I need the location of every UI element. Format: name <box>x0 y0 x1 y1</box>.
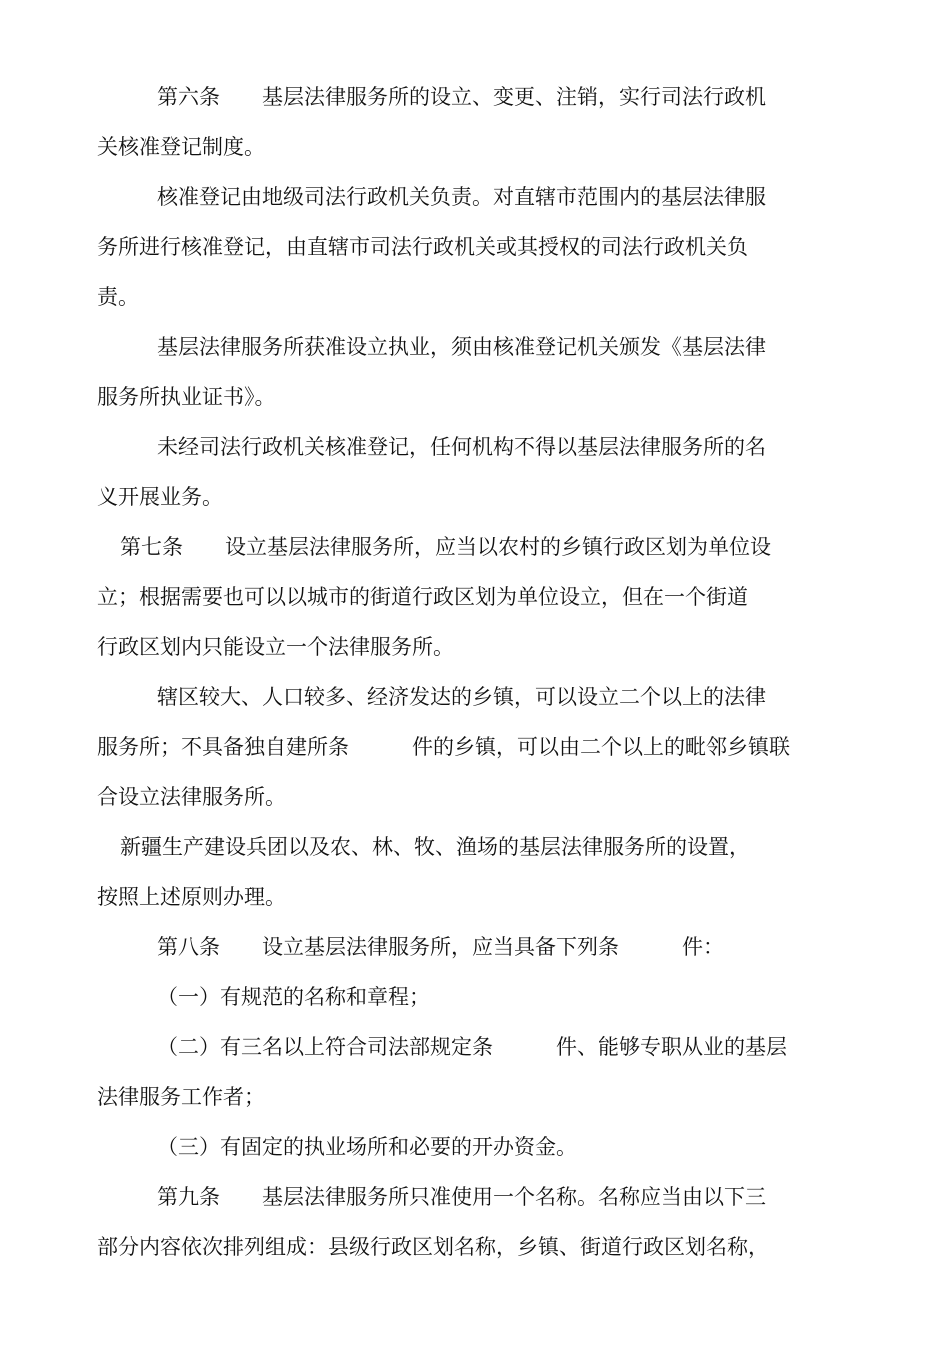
article-9-line-2: 部分内容依次排列组成：县级行政区划名称，乡镇、街道行政区划名称， <box>97 1235 769 1259</box>
article-7-para-2-line-1: 辖区较大、人口较多、经济发达的乡镇，可以设立二个以上的法律 <box>157 685 766 709</box>
article-7-para-2-line-2: 服务所；不具备独自建所条 件的乡镇，可以由二个以上的毗邻乡镇联 <box>97 735 790 759</box>
article-8-line-1: 第八条 设立基层法律服务所，应当具备下列条 件： <box>157 935 724 959</box>
article-7-line-3: 行政区划内只能设立一个法律服务所。 <box>97 635 454 659</box>
article-7-line-1: 第七条 设立基层法律服务所，应当以农村的乡镇行政区划为单位设 <box>120 535 771 559</box>
article-6-line-1: 第六条 基层法律服务所的设立、变更、注销，实行司法行政机 <box>157 85 766 109</box>
article-8-item-2-line-1: （二）有三名以上符合司法部规定条 件、能够专职从业的基层 <box>157 1035 787 1059</box>
article-9-line-1: 第九条 基层法律服务所只准使用一个名称。名称应当由以下三 <box>157 1185 766 1209</box>
article-6-para-2-line-1: 核准登记由地级司法行政机关负责。对直辖市范围内的基层法律服 <box>157 185 766 209</box>
article-8-item-2-line-2: 法律服务工作者； <box>97 1085 265 1109</box>
article-6-para-3-line-2: 服务所执业证书》。 <box>97 385 276 409</box>
article-6-para-2-line-3: 责。 <box>97 285 139 309</box>
article-7-para-2-line-3: 合设立法律服务所。 <box>97 785 286 809</box>
article-7-line-2: 立；根据需要也可以以城市的街道行政区划为单位设立，但在一个街道 <box>97 585 748 609</box>
article-6-para-3-line-1: 基层法律服务所获准设立执业，须由核准登记机关颁发《基层法律 <box>157 335 766 359</box>
article-6-para-4-line-2: 义开展业务。 <box>97 485 223 509</box>
article-6-para-4-line-1: 未经司法行政机关核准登记，任何机构不得以基层法律服务所的名 <box>157 435 766 459</box>
article-6-line-2: 关核准登记制度。 <box>97 135 265 159</box>
article-8-item-1: （一）有规范的名称和章程； <box>157 985 430 1009</box>
article-7-para-3-line-1: 新疆生产建设兵团以及农、林、牧、渔场的基层法律服务所的设置， <box>120 835 750 859</box>
article-7-para-3-line-2: 按照上述原则办理。 <box>97 885 286 909</box>
article-8-item-3: （三）有固定的执业场所和必要的开办资金。 <box>157 1135 577 1159</box>
article-6-para-2-line-2: 务所进行核准登记，由直辖市司法行政机关或其授权的司法行政机关负 <box>97 235 748 259</box>
